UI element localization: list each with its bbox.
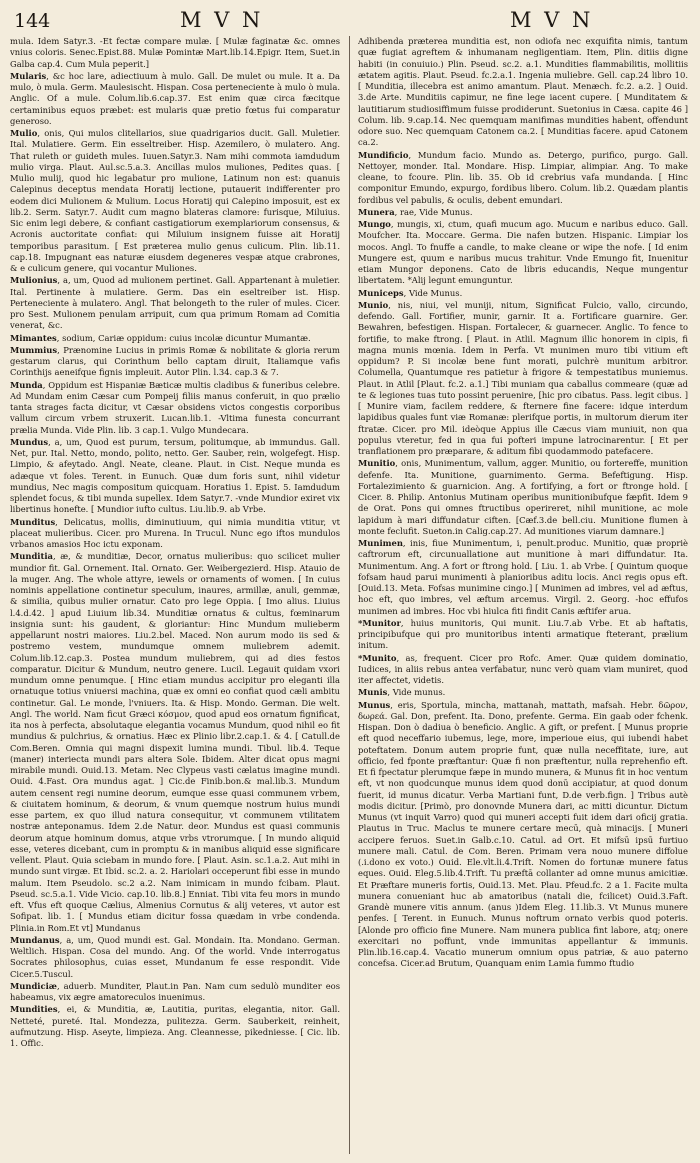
dictionary-entry: Munis, Vide munus. [358,687,446,698]
entry-text: eris, Sportula, mincha, mattanah, mattath, mafsah. Hebr. δῶρον, δωρεά. Gal. Don, prefent. Ita. Dono, prefente. Germa. Ein gaab oder fchenk. Hispan. Don ò dadiua ò beneficio. Anglic. A gift, or prefent. [ Munus proprie eft quod neceffario iubemus, lege, more, imperioue eius, qui iubendi habet poteftatem. Donum autem proprie funt, quæ nulla neceffitate, iure, aut officio, fed fponte præftantur: Quæ fi non præftentur, nulla reprehenfio eft. Et fi fpectatur plerumque fæpe in mundo munera, & Munus fit in hoc ventum eft, vt non quodcunque munus idem quod donū accipiatur, at quod donum fuerit, id munus dicatur. Verba Martiani funt, D.de verb.fign. ] Tribus autè modis dicitur. [Primò, pro donovnde Munera dari, ac mitti dicuntur. Dictum Munus (vt inquit Varro) quod qui muneri accepti fuit idem dari oficij gratia. Plautus in Truc. Maclus te munere certare mecū, quà minacijs. [ Muneri accipere feruos. Suet.in Galb.c.10. Catul. ad Ort. Et mifsū ipsū furtiuo munere mali. Catul. de Com. Beren. Primam vera nouo munere diffolue (.i.dono ex voto.) Ouid. Ele.vlt.li.4.Trift. Nomen do fortunæ munere fatus eques. Ouid. Eleg.5.lib.4.Trift. Tu præftā collanter ad omne munus amicitiæ. Et Præftare muneris fortis, Ouid.13. Met. Plau. Pfeud.fc. 2 a 1. Facite multa munera conueniant huc ab amatoribus (natali die, fcilicet) Ouid.3.Faft. Grandè munere vitis annum. (anus )Idem Eleg. 11.lib.3. Vt Munus munere penfes. [ Terent. in Eunuch. Munus noftrum ornato verbis quod poteris. [Alonde pro officio fine Munere. Nam munera publica fint labore, atq; onere exercitari no poffunt, vnde immunitas appellantur & immunis. Plin.lib.16.cap.4. Vacatio munerum omnium opus patriæ, & auo paterno concefsa. Cicer.ad Brutum, Quanquam enim Lamia fummo ftudio [358,699,688,969]
entry-text: Adhibenda præterea munditia est, non odiofa nec exquifita nimis, tantum quæ fugiat agreftem & inhumanam negligentiam. Item, Plin. ditiis digne habiti (in conuiuio.) Plin. Pseud. sc.2. a.1. Mundities flammabilitis, mollitiis ætatem agitis. Plaut. Pseud. fc.2.a.1. Ingenia muliebre. Gell. cap.24 libro 10. [ Munditia, illecebra est animo amantum. Plaut. Menæch. fc.2. a.2. ] Ouid. 3.de Arte. Munditiis capimur, ne fine lege iacent cupere. [ Munditatem & lautitiarum studiosiffimum fuisse prodiderunt. Suetonius in Cæsa. capite 46 ] Colum. lib. 9.cap.14. Nec quemquam manifimas mundities habent, offendunt odore suo. Nec quemquam Catonem ca.2. [ Munditias facere. apud Catonem ca.2. [358,36,688,148]
entry-headword: Mungo [358,219,391,229]
dictionary-entry: Mulio, onis, Qui mulos clitellarios, siue quadrigarios ducit. Gall. Muletier. Ital. Mulatiere. Germ. Ein esseltreiber. Hisp. Azemilero, ò mulatero. Ang. That ruleth or guideth mules. Iuuen.Satyr.3. Nam mihi commota iamdudum mulio virga. Plaut. Aul.sc.5.a.3. Ancillas mulos muliones, Pedites quas. [ Mulio mulij, quod hic legabatur pro mulione, Latinum non est: quanuis Calepinus deceptus mendata Horatij lectione, putauerit indifferenter pro eodem dici Mulionem & Mulium. Locus Horatij qui Calepino imposuit, est ex lib.2. Serm. Satyr.7. Audit cum magno blateras clamore: furisque, Miluius. Sic enim legi debere, & confiant castigatiorum exemplariorum consensus, & Acronis auctoritate confiat: qui Miluium insignem fuisse ait Horatij temporibus parasitum. [ Est præterea mulio genus culicum. Plin. lib.11. cap.18. Impugnant eas naturæ eiusdem degeneres vespæ atque crabrones, & e culicum genere, qui vocantur Muliones. [10,128,340,273]
entry-headword: Mummius [10,344,58,355]
entry-headword: Munera [358,206,395,217]
entry-text: sodium, Cariæ oppidum: cuius incolæ dicuntur Mumantæ. [62,332,311,343]
entry-text: Oppidum est Hispaniæ Bæticæ multis cladibus & funeribus celebre. Ad Mundam enim Cæsar cum Pompeij filiis manus conferuit, in quo prælio tanta strages facta dicitur, vt Cæsar obsidens victos congestis corporibus vallum circum vrbem struxerit. Lucan.lib.1. -Vltima funesta concurrant prælia Munda. Vide Plin. lib. 3 cap.1. Vulgo Mundecara. [10,379,340,435]
dictionary-entry: Mularis, &c hoc lare, adiectiuum à mulo. Gall. De mulet ou mule. It a. Da mulo, ò mula. Germ. Maulesischt. Hispan. Cosa perteneciente à mulo ò mula. Anglic. Of a mule. Colum.lib.6.cap.37. Est enim quæ circa fæcitque certaminibus equos præbet: est mularis quæ pretio fœtus fui comparatur generoso. [10,70,340,126]
entry-headword: Munitio [358,458,396,469]
dictionary-entry: Munda, Oppidum est Hispaniæ Bæticæ multis cladibus & funeribus celebre. Ad Mundam enim Cæsar cum Pompeij filiis manus conferuit, in quo prælio tanta strages facta dicitur, vt Cæsar obsidens victos congestis corporibus vallum circum vrbem struxerit. Lucan.lib.1. -Vltima funesta concurrant prælia Munda. Vide Plin. lib. 3 cap.1. Vulgo Mundecara. [10,379,340,435]
dictionary-entry: Mundificio, Mundum facio. Mundo as. Detergo, purifico, purgo. Gall. Nettoyer, monder. Ital. Mondare. Hisp. Limpiar, alimpiar. Ang. To make cleane, to fcoure. Plin. lib. 35. Ob id crebrius vafa mundanda. [ Hinc componitur Emundo, expurgo, fordibus libero. Colum. lib.2. Quædam plantis fordibus vel pabulis, & oculis, debent emundari. [358,149,688,205]
dictionary-entry: Mulionius, a, um, Quod ad mulionem pertinet. Gall. Appartenant à muletier. Ital. Pertinente à mulatiere. Germ. Das ein eseltreiber ist. Hisp. Perteneciente à mulatero. Angl. That belongeth to the ruler of mules. Cicer. pro Sest. Mulionem penulam arripuit, cum qua primum Romam ad Comitia venerat, &c. [10,275,340,331]
dictionary-entry: *Munito, as, frequent. Cicer pro Rofc. Amer. Quæ quidem dominatio, Iudices, in aliis rebus antea verfabatur, nunc verò quam viam muniret, quod iter affectet, videtis. [358,652,688,685]
dictionary-entry: Mundanus, a, um, Quod mundi est. Gal. Mondain. Ita. Mondano. German. Weltlich. Hispan. Cosa del mundo. Ang. Of the world. Vnde interrogatus Socrates philosophus, cuias esset, Mundanum fe esse respondit. Vide Cicer.5.Tuscul. [10,934,340,979]
left-column [10,36,340,1156]
entry-headword: Mundiciæ [10,980,57,991]
entry-headword: *Munitor [358,617,401,628]
entry-text: aduerb. Munditer, Plaut.in Pan. Nam cum sedulò munditer eos habeamus, vix ægre amatoreculos inuenimus. [10,980,340,1002]
dictionary-entry: Munus, eris, Sportula, mincha, mattanah, mattath, mafsah. Hebr. δῶρον, δωρεά. Gal. Don, prefent. Ita. Dono, prefente. Germa. Ein gaab oder fchenk. Hispan. Don ò dadiua ò beneficio. Anglic. A gift, or prefent. [ Munus proprie eft quod neceffario iubemus, lege, more, imperioue eius, qui iubendi habet poteftatem. Donum autem proprie funt, quæ nulla neceffitate, iure, aut officio, fed fponte præftantur: Quæ fi non præftentur, nulla reprehenfio eft. Et fi fpectatur plerumque fæpe in mundo munera, & Munus fit in hoc ventum eft, vt non quodcunque munus idem quod donū accipiatur, at quod donum fuerit, id munus dicatur. Verba Martiani funt, D.de verb.fign. ] Tribus autè modis dicitur. [Primò, pro donovnde Munera dari, ac mitti dicuntur. Dictum Munus (vt inquit Varro) quod qui muneri accepti fuit idem dari oficij gratia. Plautus in Truc. Maclus te munere certare mecū, quà minacijs. [ Muneri accipere feruos. Suet.in Galb.c.10. Catul. ad Ort. Et mifsū ipsū furtiuo munere mali. Catul. de Com. Beren. Primam vera nouo munere diffolue (.i.dono ex voto.) Ouid. Ele.vlt.li.4.Trift. Nomen do fortunæ munere fatus eques. Ouid. Eleg.5.lib.4.Trift. Tu præftā collanter ad omne munus amicitiæ. Et Præftare muneris fortis, Ouid.13. Met. Plau. Pfeud.fc. 2 a 1. Facite multa munera conueniant huc ab amatoribus (natali die, fcilicet) Ouid.3.Faft. Grandè munere vitis annum. (anus )Idem Eleg. 11.lib.3. Vt Munus munere penfes. [ Terent. in Eunuch. Munus noftrum ornato verbis quod poteris. [Alonde pro officio fine Munere. Nam munera publica fint labore, atq; onere exercitari no poffunt, vnde immunitas appellantur & immunis. Plin.lib.16.cap.4. Vacatio munerum omnium opus patriæ, & auo paterno concefsa. Cicer.ad Brutum, Quanquam enim Lamia fummo ftudio [358,699,688,969]
entry-text: a, um, Quod ad mulionem pertinet. Gall. Appartenant à muletier. Ital. Pertinente à mulatiere. Germ. Das ein eseltreiber ist. Hisp. Perteneciente à mulatero. Angl. That belongeth to the ruler of mules. Cicer. pro Sest. Mulionem penulam arripuit, cum qua primum Romam ad Comitia venerat, &c. [10,275,340,331]
dictionary-entry: Mundiciæ, aduerb. Munditer, Plaut.in Pan. Nam cum sedulò munditer eos habeamus, vix ægre amatoreculos inuenimus. [10,980,340,1002]
running-head-left: M V N [180,8,264,32]
entry-text: Delicatus, mollis, diminutiuum, qui nimia munditia vtitur, vt placeat mulieribus. Cicer. pro Murena. In Trucul. Nunc ego iftos mundulos vrbanos amasios Hoc ictu exponam. [10,516,340,549]
entry-headword: Mundus [10,436,49,447]
entry-text: Vide Munus. [408,287,463,298]
entry-headword: Munimen [358,538,403,548]
entry-headword: Mulio [10,128,38,138]
entry-text: onis, Qui mulos clitellarios, siue quadrigarios ducit. Gall. Muletier. Ital. Mulatiere. Germ. Ein esseltreiber. Hisp. Azemilero, ò mulatero. Ang. That ruleth or guideth mules. Iuuen.Satyr.3. Nam mihi commota iamdudum mulio virga. Plaut. Aul.sc.5.a.3. Ancillas mulos muliones, Pedites quas. [ Mulio mulij, quod hic legabatur pro mulione, Latinum non est: quanuis Calepinus deceptus mendata Horatij lectione, putauerit indifferenter pro eodem dici Mulionem & Mulium. Locus Horatij qui Calepino imposuit, est ex lib.2. Serm. Satyr.7. Audit cum magno blateras clamore: furisque, Miluius. Sic enim legi debere, & confiant castigatiorum exemplariorum consensus, & Acronis auctoritate confiat: qui Miluium insignem fuisse ait Horatij temporibus parasitum. [ Est præterea mulio genus culicum. Plin. lib.11. cap.18. Impugnant eas naturæ eiusdem degeneres vespæ atque crabrones, & e culicum genere, qui vocantur Muliones. [10,128,340,273]
entry-text: nis, niui, vel muniji, nitum, Significat Fulcio, vallo, circundo, defendo. Gall. Fortifier, munir, garnir. It a. Fortificare guarnire. Ger. Bewahren, befestigen. Hispan. Fortalecer, & guarnecer. Anglic. To fence to fortifie, to make ftrong. [ Plaut. in Atlil. Magnum illic honorem in cipis, fi magna munis mœnia. Idem in Perfa. Vt munimen muro tibi vitium eft oppidum? P. Si incolæ bene funt morati, pulchrè munitum arbitror. Columella, Quantumque res patietur à frigore & tempestatibus muniemus. Plaut. in Atlil [Plaut. fc.2. a.1.] Tibi muniam qua caballus commeare (quæ ad te & legiones tuas tuto possint peruenire, [hic pro cibatus. Pass. legit cibus. ] [ Munire viam, facilem reddere, & fternere fine facere: idque interdum lapidibus quales funt viæ Romanæ: plerifque portis, in multorum dierum iter ftratæ. Cicer. pro Mil. ideòque Appius ille Cæcus viam muniuit, non qua populus vteretur, fed in qua fui pofteri impune latrocinarentur. [ Et per tranflationem pro præparare, & aditum fibi quodammodo patefacere. [358,299,688,456]
dictionary-entry: Mimantes, sodium, Cariæ oppidum: cuius incolæ dicuntur Mumantæ. [10,332,311,343]
entry-text: &c hoc lare, adiectiuum à mulo. Gall. De mulet ou mule. It a. Da mulo, ò mula. Germ. Maulesischt. Hispan. Cosa perteneciente à mulo ò mula. Anglic. Of a mule. Colum.lib.6.cap.37. Est enim quæ circa fæcitque certaminibus equos præbet: est mularis quæ pretio fœtus fui comparatur generoso. [10,70,340,126]
right-column [358,36,688,1156]
entry-text: ei, & Munditia, æ, Lautitia, puritas, elegantia, nitor. Gall. Netteté, pureté. Ital. Mondezza, pulitezza. Germ. Sauberkeit, reinheit, aufmutzung. Hisp. Aseyte, limpieza. Ang. Cleannesse, pikedniesse. [ Cic. lib. 1. Offic. [10,1004,340,1048]
page-header [10,8,690,34]
page-number: 144 [14,10,51,32]
entry-text: inis, fiue Munimentum, i, penult.produc. Munitio, quæ propriè caftrorum eft, circunuallatione aut munitione à mari diffundatur. Ita. Munimentum. Ang. A fort or ftrong hold. [ Liu. 1. ab Vrbe. [ Quintum quoque fofsam haud parui munimenti à planioribus aditu locis. Anci regis opus eft. [Ouid.13. Meta. Fofsas munimine cingo.] [ Munimen ad imbres, vel ad æftus, hoc eft, quo imbres, vel æftum arcemus. Virgil. 2. Georg. -hoc effufos munimen ad imbres. Hoc vbi hiulca fiti findit Canis æftifer arua. [358,538,688,616]
entry-text: Mundum facio. Mundo as. Detergo, purifico, purgo. Gall. Nettoyer, monder. Ital. Mondare. Hisp. Limpiar, alimpiar. Ang. To make cleane, to fcoure. Plin. lib. 35. Ob id crebrius vafa mundanda. [ Hinc componitur Emundo, expurgo, fordibus libero. Colum. lib.2. Quædam plantis fordibus vel pabulis, & oculis, debent emundari. [358,149,688,205]
entry-headword: Munditia [10,551,53,562]
entry-headword: Munda [10,379,43,390]
entry-headword: Mimantes [10,332,57,343]
entry-headword: Mularis [10,70,47,81]
dictionary-entry: Municeps, Vide Munus. [358,287,463,298]
running-head-right: M V N [510,8,594,32]
entry-headword: Mundanus [10,934,60,945]
entry-text: rae, Vide Munus. [399,206,473,217]
entry-text: mula. Idem Satyr.3. -Et fectæ compare mulæ. [ Mulæ faginatæ &c. omnes vnius coloris. Senec.Epist.88. Mulæ Pomintæ Mart.lib.14.Epigr. Item, Suet.in Galba cap.4. Cum Mula peperit.] [10,36,340,69]
entry-text: Prænomine Lucius in primis Romæ & nobilitate & gloria rerum gestarum clarus, qui Corinthum bello captam diruit, Italiamque vafis Corinthijs aeneifque fignis impleuit. Autor Plin. l.34. cap.3 & 7. [10,344,340,378]
dictionary-entry: *Munitor, huius munitoris, Qui munit. Liu.7.ab Vrbe. Et ab haftatis, principibufque qui pro munitoribus intenti armatique fteterant, prælium initum. [358,617,688,651]
dictionary-entry: Munditia, æ, & munditiæ, Decor, ornatus mulieribus: quo scilicet mulier mundior fit. Gal. Ornement. Ital. Ornato. Ger. Weibergezierd. Hisp. Atauio de la muger. Ang. The whole attyre, iewels or ornaments of women. [ In cuius nominis appellatione continetur speculum, inaures, armillæ, anuli, gemmæ, & similia, quibus mulier ornatur. Cato pro lege Oppia. [ Imo alius. Liuius l.4.d.42. ] apud Liuium lib.34. Munditiæ ornatus & cultus, fœminarum insignia sunt: his gaudent, & gloriantur: Hinc Mundum mulieberm appellarunt nostri maiores. Liu.2.bel. Maced. Non aurum modo iis sed & postremo vestem, mundumque omnem muliebrem ademit. Colum.lib.12.cap.3. Postea mundum muliebrem, qui ad dies festos comparatur. Dicitur & Mundum, neutro genere. Lucil. Legauit quidam vxori mundum omne penumque. [ Hinc etiam mundus accipitur pro eleganti illa ornatuque totius vniuersi machina, quæ ex omni eo confiat quod cæli ambitu continetur. Gal. Le monde, l'vniuers. Ita. & Hisp. Mondo. German. Die welt. Angl. The world. Nam ficut Græci κόσμον, quod apud eos ornatum fignificat, ita nos à perfecta, absolutaque elegantia vocamus Mundum, quod nihil eo fit mundius & pulchrius, & ornatius. Hæc ex Plinio libr.2.cap.1. & 4. [ Catull.de Com.Beren. Omnia qui magni dispexit lumina mundi. Tibul. lib.4. Teque (maner) interiecta mundi pars altera Sole. Ibidem. Alter dicat opus magni mirabile mundi. Ouid.13. Metam. Nec Clypeus vasti cælatus imagine mundi. Ouid. 4.Fast. Ora mundus agat. ] Cic.de Finib.bon.& mal.lib.3. Mundum autem censent regi numine deorum, eumque esse quasi communem vrbem, & ciuitatem hominum, & deorum, & vnum quemque nostrum huius mundi esse partem, ex quo illud natura consequitur, vt communem vtilitatem nostræ anteponamus. Idem 2.de Natur. deor. Mundus est quasi communis deorum atque hominum domus, atque vrbs vtrorumque. [ In mundo aliquid esse, veteres dicebant, cum in promptu & in manibus aliquid esse significare vellent. Plaut. Quia sciebam in mundo fore. [ Plaut. Asin. sc.1.a.2. Aut mihi in mundo sunt virgæ. Et Ibid. sc.2. a. 2. Hariolari occeperunt fibi esse in mundo malum. Item Pseudolo. sc.2 a.2. Nam inimicam in mundo fcibam. Plaut. Pseud. sc.5.a.1. Vide Vicio. cap.10. lib.8.] Enniat. Tibi vita feu mors in mundo eft. Vfus eft quoque Cælius, Almenius Cornutus & alij veteres, vt autor est Sofipat. lib. 1. [ Mundus etiam dicitur fossa quædam in vrbe condenda. Plinia.in Rom.Et vt] Mundanus [10,551,340,933]
entry-headword: Municeps [358,287,404,298]
dictionary-entry: Munera, rae, Vide Munus. [358,206,473,217]
dictionary-entry: Munimen, inis, fiue Munimentum, i, penult.produc. Munitio, quæ propriè caftrorum eft, circunuallatione aut munitione à mari diffundatur. Ita. Munimentum. Ang. A fort or ftrong hold. [ Liu. 1. ab Vrbe. [ Quintum quoque fofsam haud parui munimenti à planioribus aditu locis. Anci regis opus eft. [Ouid.13. Meta. Fofsas munimine cingo.] [ Munimen ad imbres, vel ad æftus, hoc eft, quo imbres, vel æftum arcemus. Virgil. 2. Georg. -hoc effufos munimen ad imbres. Hoc vbi hiulca fiti findit Canis æftifer arua. [358,538,688,616]
entry-headword: Mundities [10,1004,58,1015]
dictionary-entry [10,36,340,70]
entry-headword: Mulionius [10,275,58,286]
entry-headword: Munus [358,699,391,710]
entry-headword: Munditus [10,516,56,527]
entry-headword: *Munito [358,652,397,663]
column-divider [349,36,350,1154]
entry-headword: Mundificio [358,149,409,160]
dictionary-entry: Mungo, mungis, xi, ctum, quafi mucum ago. Mucum e naribus educo. Gall. Moufcher. Ita. Moccare. Germa. Die nafen butzen. Hispanic. Limpiar los mocos. Angl. To fnuffe a candle, to make cleane or wipe the nofe. [ Id enim Mungere est, quum e naribus mucus trahitur. Vnde Emungo fit, Inuenitur etiam Mungor deponens. Cato de libris educandis, Neque mungentur libertatem. *Alij legunt emunguntur. [358,219,688,286]
dictionary-entry: Munio, nis, niui, vel muniji, nitum, Significat Fulcio, vallo, circundo, defendo. Gall. Fortifier, munir, garnir. It a. Fortificare guarnire. Ger. Bewahren, befestigen. Hispan. Fortalecer, & guarnecer. Anglic. To fence to fortifie, to make ftrong. [ Plaut. in Atlil. Magnum illic honorem in cipis, fi magna munis mœnia. Idem in Perfa. Vt munimen muro tibi vitium eft oppidum? P. Si incolæ bene funt morati, pulchrè munitum arbitror. Columella, Quantumque res patietur à frigore & tempestatibus muniemus. Plaut. in Atlil [Plaut. fc.2. a.1.] Tibi muniam qua caballus commeare (quæ ad te & legiones tuas tuto possint peruenire, [hic pro cibatus. Pass. legit cibus. ] [ Munire viam, facilem reddere, & fternere fine facere: idque interdum lapidibus quales funt viæ Romanæ: plerifque portis, in multorum dierum iter ftratæ. Cicer. pro Mil. ideòque Appius ille Cæcus viam muniuit, non qua populus vteretur, fed in qua fui pofteri impune latrocinarentur. [ Et per tranflationem pro præparare, & aditum fibi quodammodo patefacere. [358,299,688,456]
dictionary-entry: Mummius, Prænomine Lucius in primis Romæ & nobilitate & gloria rerum gestarum clarus, qui Corinthum bello captam diruit, Italiamque vafis Corinthijs aeneifque fignis impleuit. Autor Plin. l.34. cap.3 & 7. [10,344,340,378]
dictionary-entry: Mundities, ei, & Munditia, æ, Lautitia, puritas, elegantia, nitor. Gall. Netteté, pureté. Ital. Mondezza, pulitezza. Germ. Sauberkeit, reinheit, aufmutzung. Hisp. Aseyte, limpieza. Ang. Cleannesse, pikedniesse. [ Cic. lib. 1. Offic. [10,1004,340,1048]
entry-text: as, frequent. Cicer pro Rofc. Amer. Quæ quidem dominatio, Iudices, in aliis rebus antea verfabatur, nunc verò quam viam muniret, quod iter affectet, videtis. [358,652,688,685]
entry-text: mungis, xi, ctum, quafi mucum ago. Mucum e naribus educo. Gall. Moufcher. Ita. Moccare. Germa. Die nafen butzen. Hispanic. Limpiar los mocos. Angl. To fnuffe a candle, to make cleane or wipe the nofe. [ Id enim Mungere est, quum e naribus mucus trahitur. Vnde Emungo fit, Inuenitur etiam Mungor deponens. Cato de libris educandis, Neque mungentur libertatem. *Alij legunt emunguntur. [358,219,688,286]
dictionary-entry: Munitio, onis, Munimentum, vallum, agger. Munitio, ou fortereffe, munition defenfe. Ita. Munitione, guarnimento. Germa. Befeftigung. Hisp. Fortalezimiento & guarnicion. Ang. A fortifying, a fort or ftronge hold. [ Cicer. 8. Philip. Antonius Mutinam operibus munitionibufque fæpfit. Idem 9 de Orat. Pons qui omnes ftructibus operireret, nihil munitione, ac mole lapidum à mari diffundatur ciften. [Cæf.3.de bell.ciu. Munitione flumen à monte feclufit. Sueton.in Calig.cap.27. Ad munitiones viarum damnare.] [358,458,688,536]
entry-text: a, um, Quod est purum, tersum, politumque, ab immundus. Gall. Net, pur. Ital. Netto, mondo, polito, netto. Ger. Sauber, rein, wolgefegt. Hisp. Limpio, & afeytado. Angl. Neate, cleane. Plaut. in Cist. Neque munda es adæque vt foles. Terent. in Eunuch. Quæ dum foris sunt, nihil videtur mundius, Nec magis compositum quicquam. Horatius 1. Epist. 5. Iamdudum splendet focus, & tibi munda supellex. Idem Satyr.7. -vnde Mundior exiret vix libertinus honefte. [ Mundior iufto cultus. Liu.lib.9. ab Vrbe. [10,436,340,515]
entry-headword: Munis [358,687,388,698]
dictionary-entry [358,36,688,149]
entry-text: æ, & munditiæ, Decor, ornatus mulieribus: quo scilicet mulier mundior fit. Gal. Ornement. Ital. Ornato. Ger. Weibergezierd. Hisp. Atauio de la muger. Ang. The whole attyre, iewels or ornaments of women. [ In cuius nominis appellatione continetur speculum, inaures, armillæ, anuli, gemmæ, & similia, quibus mulier ornatur. Cato pro lege Oppia. [ Imo alius. Liuius l.4.d.42. ] apud Liuium lib.34. Munditiæ ornatus & cultus, fœminarum insignia sunt: his gaudent, & gloriantur: Hinc Mundum mulieberm appellarunt nostri maiores. Liu.2.bel. Maced. Non aurum modo iis sed & postremo vestem, mundumque omnem muliebrem ademit. Colum.lib.12.cap.3. Postea mundum muliebrem, qui ad dies festos comparatur. Dicitur & Mundum, neutro genere. Lucil. Legauit quidam vxori mundum omne penumque. [ Hinc etiam mundus accipitur pro eleganti illa ornatuque totius vniuersi machina, quæ ex omni eo confiat quod cæli ambitu continetur. Gal. Le monde, l'vniuers. Ita. & Hisp. Mondo. German. Die welt. Angl. The world. Nam ficut Græci κόσμον, quod apud eos ornatum fignificat, ita nos à perfecta, absolutaque elegantia vocamus Mundum, quod nihil eo fit mundius & pulchrius, & ornatius. Hæc ex Plinio libr.2.cap.1. & 4. [ Catull.de Com.Beren. Omnia qui magni dispexit lumina mundi. Tibul. lib.4. Teque (maner) interiecta mundi pars altera Sole. Ibidem. Alter dicat opus magni mirabile mundi. Ouid.13. Metam. Nec Clypeus vasti cælatus imagine mundi. Ouid. 4.Fast. Ora mundus agat. ] Cic.de Finib.bon.& mal.lib.3. Mundum autem censent regi numine deorum, eumque esse quasi communem vrbem, & ciuitatem hominum, & deorum, & vnum quemque nostrum huius mundi esse partem, ex quo illud natura consequitur, vt communem vtilitatem nostræ anteponamus. Idem 2.de Natur. deor. Mundus est quasi communis deorum atque hominum domus, atque vrbs vtrorumque. [ In mundo aliquid esse, veteres dicebant, cum in promptu & in manibus aliquid esse significare vellent. Plaut. Quia sciebam in mundo fore. [ Plaut. Asin. sc.1.a.2. Aut mihi in mundo sunt virgæ. Et Ibid. sc.2. a. 2. Hariolari occeperunt fibi esse in mundo malum. Item Pseudolo. sc.2 a.2. Nam inimicam in mundo fcibam. Plaut. Pseud. sc.5.a.1. Vide Vicio. cap.10. lib.8.] Enniat. Tibi vita feu mors in mundo eft. Vfus eft quoque Cælius, Almenius Cornutus & alij veteres, vt autor est Sofipat. lib. 1. [ Mundus etiam dicitur fossa quædam in vrbe condenda. Plinia.in Rom.Et vt] Mundanus [10,551,340,933]
entry-text: a, um, Quod mundi est. Gal. Mondain. Ita. Mondano. German. Weltlich. Hispan. Cosa del mundo. Ang. Of the world. Vnde interrogatus Socrates philosophus, cuias esset, Mundanum fe esse respondit. Vide Cicer.5.Tuscul. [10,934,340,979]
entry-text: Vide munus. [392,687,446,698]
entry-text: huius munitoris, Qui munit. Liu.7.ab Vrbe. Et ab haftatis, principibufque qui pro munitoribus intenti armatique fteterant, prælium initum. [358,617,688,651]
dictionary-entry: Munditus, Delicatus, mollis, diminutiuum, qui nimia munditia vtitur, vt placeat mulieribus. Cicer. pro Murena. In Trucul. Nunc ego iftos mundulos vrbanos amasios Hoc ictu exponam. [10,516,340,549]
dictionary-entry: Mundus, a, um, Quod est purum, tersum, politumque, ab immundus. Gall. Net, pur. Ital. Netto, mondo, polito, netto. Ger. Sauber, rein, wolgefegt. Hisp. Limpio, & afeytado. Angl. Neate, cleane. Plaut. in Cist. Neque munda es adæque vt foles. Terent. in Eunuch. Quæ dum foris sunt, nihil videtur mundius, Nec magis compositum quicquam. Horatius 1. Epist. 5. Iamdudum splendet focus, & tibi munda supellex. Idem Satyr.7. -vnde Mundior exiret vix libertinus honefte. [ Mundior iufto cultus. Liu.lib.9. ab Vrbe. [10,436,340,515]
entry-headword: Munio [358,299,389,310]
entry-text: onis, Munimentum, vallum, agger. Munitio, ou fortereffe, munition defenfe. Ita. Munitione, guarnimento. Germa. Befeftigung. Hisp. Fortalezimiento & guarnicion. Ang. A fortifying, a fort or ftronge hold. [ Cicer. 8. Philip. Antonius Mutinam operibus munitionibufque fæpfit. Idem 9 de Orat. Pons qui omnes ftructibus operireret, nihil munitione, ac mole lapidum à mari diffundatur ciften. [Cæf.3.de bell.ciu. Munitione flumen à monte feclufit. Sueton.in Calig.cap.27. Ad munitiones viarum damnare.] [358,458,688,536]
